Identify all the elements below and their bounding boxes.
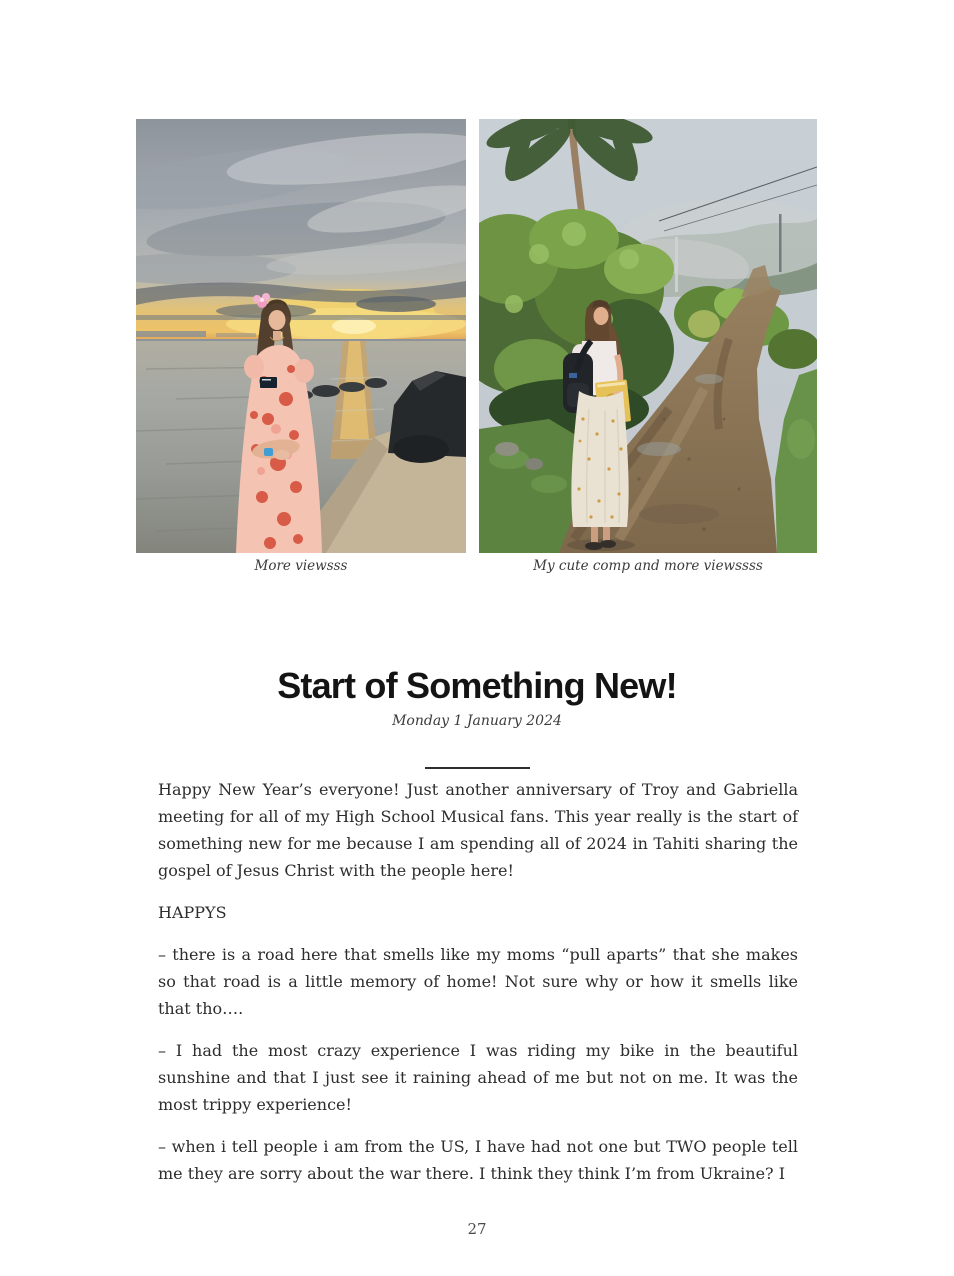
photo-dirt-road xyxy=(479,119,817,574)
body-paragraph: – I had the most crazy experience I was riding my bike in the beautiful sunshine and that I just see it raining ahead of me but not on me. It was the most trippy experience! xyxy=(158,1041,798,1114)
sunset-beach-illustration xyxy=(136,119,466,553)
section-heading-happys: HAPPYS xyxy=(158,903,227,922)
photo-caption-right: My cute comp and more viewssss xyxy=(533,558,763,574)
page-number: 27 xyxy=(467,1220,487,1238)
body-paragraph: – there is a road here that smells like my moms “pull aparts” that she makes so that road is a little memory of home! Not sure why or how it smells like that tho…. xyxy=(158,945,798,1018)
body-paragraph: – when i tell people i am from the US, I have had not one but TWO people tell me they are sorry about the war there. I think they think I’m from Ukraine? I xyxy=(158,1137,798,1183)
article-date: Monday 1 January 2024 xyxy=(392,713,562,729)
photo-row xyxy=(136,119,817,574)
photo-sunset-beach xyxy=(136,119,466,574)
section-divider xyxy=(425,767,530,769)
page-title: Start of Something New! xyxy=(277,665,677,706)
photo-caption-left: More viewsss xyxy=(254,558,348,574)
body-paragraph: Happy New Year’s everyone! Just another anniversary of Troy and Gabriella meeting for all of my High School Musical fans. This year really is the start of something new for me because I am spending all of 2024 in Tahiti sharing the gospel of Jesus Christ with the people here! xyxy=(158,780,798,880)
article-body xyxy=(158,776,798,1202)
dirt-road-illustration xyxy=(479,119,817,553)
